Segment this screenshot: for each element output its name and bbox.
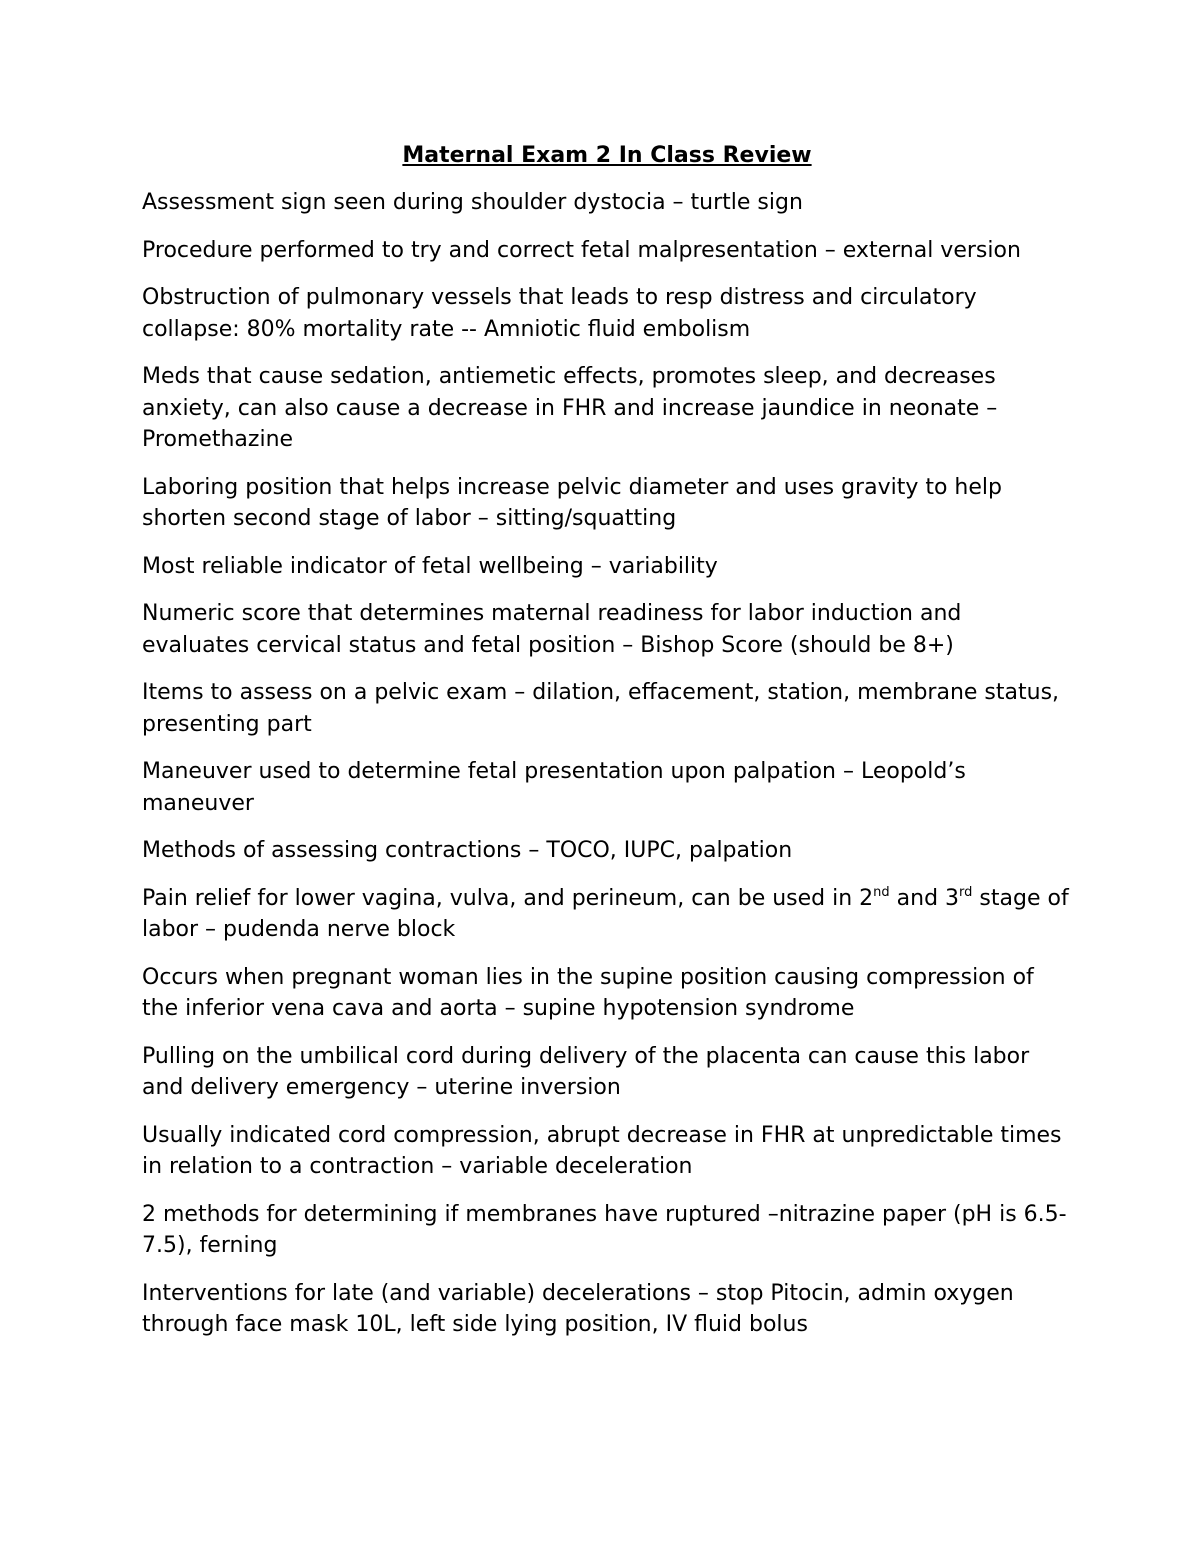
document-body [142,141,1072,1357]
review-item: Usually indicated cord compression, abrupt decrease in FHR at unpredictable times in relation to a contraction – variable deceleration [142,1122,1062,1179]
review-item-with-superscripts [142,883,1072,946]
ordinal-suffix: nd [873,884,890,900]
review-item: Items to assess on a pelvic exam – dilation, effacement, station, membrane status, presenting part [142,680,1060,737]
item-text: stage of labor – pudenda nerve block [142,885,1069,942]
review-item: Occurs when pregnant woman lies in the supine position causing compression of the inferior vena cava and aorta – supine hypotension syndrome [142,964,1034,1021]
review-item: Procedure performed to try and correct fetal malpresentation – external version [142,237,1021,263]
review-item: Obstruction of pulmonary vessels that leads to resp distress and circulatory collapse: 80% mortality rate -- Amniotic fluid embolism [142,285,977,342]
review-item: Interventions for late (and variable) decelerations – stop Pitocin, admin oxygen through face mask 10L, left side lying position, IV fluid bolus [142,1280,1014,1337]
review-item: Methods of assessing contractions – TOCO, IUPC, palpation [142,838,793,863]
review-item: Assessment sign seen during shoulder dystocia – turtle sign [142,190,803,215]
item-text: Pain relief for lower vagina, vulva, and perineum, can be used in 2 [142,885,874,911]
review-item: Laboring position that helps increase pelvic diameter and uses gravity to help shorten second stage of labor – sitting/squatting [142,474,1002,531]
ordinal-suffix: rd [959,884,973,900]
review-item: Numeric score that determines maternal readiness for labor induction and evaluates cervical status and fetal position – Bishop Score (should be 8+) [142,601,962,658]
review-item: 2 methods for determining if membranes have ruptured –nitrazine paper (pH is 6.5-7.5), ferning [142,1201,1067,1258]
review-item: Meds that cause sedation, antiemetic effects, promotes sleep, and decreases anxiety, can also cause a decrease in FHR and increase jaundice in neonate – Promethazine [142,364,998,452]
review-item: Most reliable indicator of fetal wellbeing – variability [142,553,718,579]
item-text: and 3 [889,885,960,911]
review-item: Maneuver used to determine fetal presentation upon palpation – Leopold’s maneuver [142,759,966,816]
document-title: Maternal Exam 2 In Class Review [402,143,812,168]
review-item: Pulling on the umbilical cord during delivery of the placenta can cause this labor and delivery emergency – uterine inversion [142,1043,1030,1100]
